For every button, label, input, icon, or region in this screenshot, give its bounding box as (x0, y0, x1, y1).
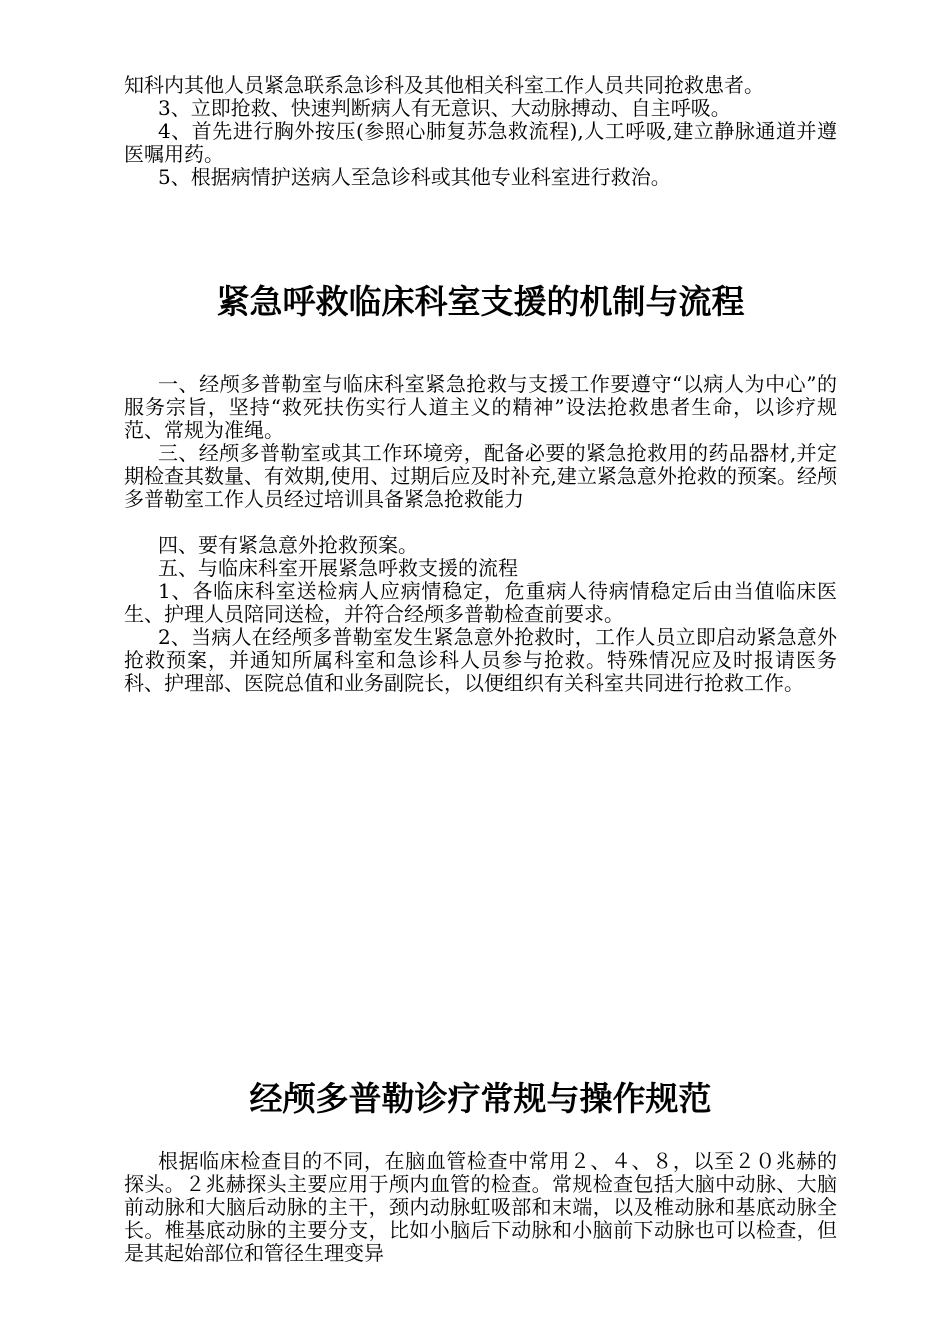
paragraph: 根据临床检查目的不同，在脑血管检查中常用２、４、８，以至２０兆赫的探头。２兆赫探头主要应用于颅内血管的检查。常规检查包括大脑中动脉、大脑前动脉和大脑后动脉的主干，颈内动脉虹吸部和末端，以及椎动脉和基底动脉全长。椎基底动脉的主要分支，比如小脑后下动脉和小脑前下动脉也可以检查，但是其起始部位和管径生理变异 (124, 1149, 837, 1265)
paragraph: 一、经颅多普勒室与临床科室紧急抢救与支援工作要遵守“以病人为中心”的服务宗旨，坚持“救死扶伤实行人道主义的精神”设法抢救患者生命，以诊疗规范、常规为准绳。 (124, 372, 837, 442)
paragraph: 3、立即抢救、快速判断病人有无意识、大动脉搏动、自主呼吸。 (158, 96, 731, 120)
section-intro (124, 74, 837, 189)
paragraph: 五、与临床科室开展紧急呼救支援的流程 (158, 556, 518, 580)
paragraph: 1、各临床科室送检病人应病情稳定，危重病人待病情稳定后由当值临床医生、护理人员陪同送检，并符合经颅多普勒检查前要求。 (124, 579, 837, 626)
paragraph: 4、首先进行胸外按压(参照心肺复苏急救流程),人工呼吸,建立静脉通道并遵医嘱用药。 (124, 119, 837, 166)
paragraph: 5、根据病情护送病人至急诊科或其他专业科室进行救治。 (158, 165, 671, 189)
section-heading: 经颅多普勒诊疗常规与操作规范 (249, 1079, 712, 1118)
paragraph: 三、经颅多普勒室或其工作环境旁，配备必要的紧急抢救用的药品器材,并定期检查其数量、有效期,使用、过期后应及时补充,建立紧急意外抢救的预案。经颅多普勒室工作人员经过培训具备紧急抢救能力 (124, 441, 837, 511)
section-emergency-support (124, 373, 837, 695)
section-tcd-norms (124, 1150, 837, 1265)
section-heading: 紧急呼救临床科室支援的机制与流程 (216, 282, 745, 321)
paragraph: 四、要有紧急意外抢救预案。 (158, 533, 418, 557)
paragraph: 2、当病人在经颅多普勒室发生紧急意外抢救时，工作人员立即启动紧急意外抢救预案，并通知所属科室和急诊科人员参与抢救。特殊情况应及时报请医务科、护理部、医院总值和业务副院长，以便组织有关科室共同进行抢救工作。 (124, 625, 837, 695)
paragraph: 知科内其他人员紧急联系急诊科及其他相关科室工作人员共同抢救患者。 (124, 73, 764, 97)
